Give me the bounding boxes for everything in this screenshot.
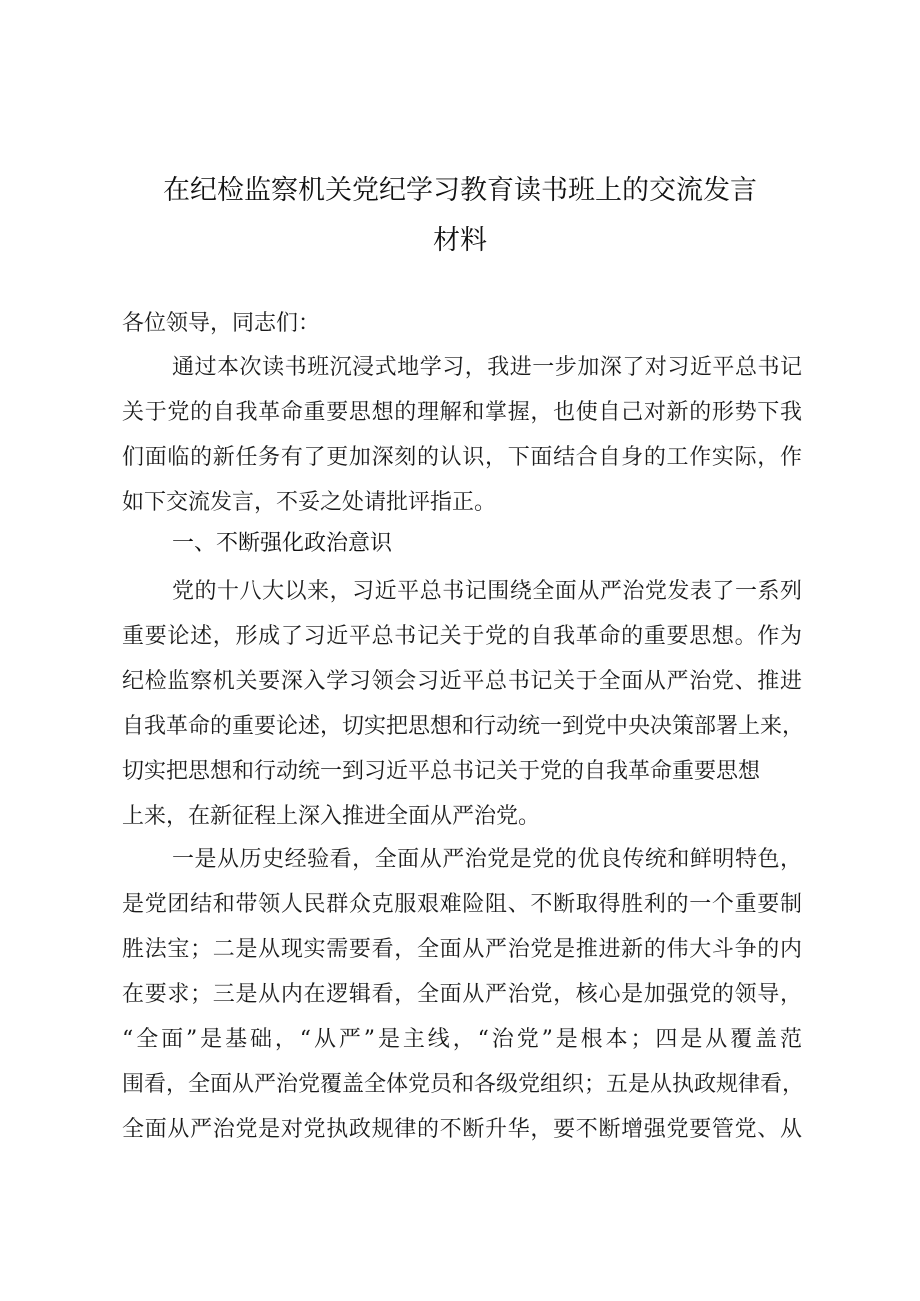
paragraph-line: 如下交流发言，不妥之处请批评指正。	[122, 490, 497, 515]
paragraph-line: 通过本次读书班沉浸式地学习，我进一步加深了对习近平总书记	[172, 355, 802, 380]
paragraph-line: 关于党的自我革命重要思想的理解和掌握，也使自己对新的形势下我	[122, 400, 802, 425]
paragraph-line: 上来，在新征程上深入推进全面从严治党。	[122, 804, 541, 829]
paragraph-line: 全面从严治党是对党执政规律的不断升华，要不断增强党要管党、从	[122, 1117, 802, 1142]
document-title-line-2: 材料	[433, 225, 487, 256]
document-title-line-1: 在纪检监察机关党纪学习教育读书班上的交流发言	[163, 175, 757, 206]
section-heading: 一、不断强化政治意识	[172, 531, 393, 556]
paragraph-line: 切实把思想和行动统一到习近平总书记关于党的自我革命重要思想	[122, 759, 761, 784]
paragraph-line: 党的十八大以来，习近平总书记围绕全面从严治党发表了一系列	[172, 579, 802, 604]
paragraph-line: “全面”是基础，“从严”是主线，“治党”是根本；四是从覆盖范	[122, 1027, 802, 1052]
paragraph-line: 自我革命的重要论述，切实把思想和行动统一到党中央决策部署上来，	[122, 714, 805, 739]
paragraph-line: 纪检监察机关要深入学习领会习近平总书记关于全面从严治党、推进	[122, 669, 802, 694]
salutation: 各位领导，同志们：	[122, 311, 321, 336]
paragraph-line: 胜法宝；二是从现实需要看，全面从严治党是推进新的伟大斗争的内	[122, 937, 802, 962]
paragraph-line: 在要求；三是从内在逻辑看，全面从严治党，核心是加强党的领导，	[122, 982, 802, 1007]
paragraph-line: 们面临的新任务有了更加深刻的认识，下面结合自身的工作实际，作	[122, 445, 802, 470]
paragraph-line: 重要论述，形成了习近平总书记关于党的自我革命的重要思想。作为	[122, 624, 802, 649]
paragraph-line: 一是从历史经验看，全面从严治党是党的优良传统和鲜明特色，	[172, 847, 802, 872]
paragraph-line: 是党团结和带领人民群众克服艰难险阻、不断取得胜利的一个重要制	[122, 892, 802, 917]
paragraph-line: 围看，全面从严治党覆盖全体党员和各级党组织；五是从执政规律看，	[122, 1072, 805, 1097]
